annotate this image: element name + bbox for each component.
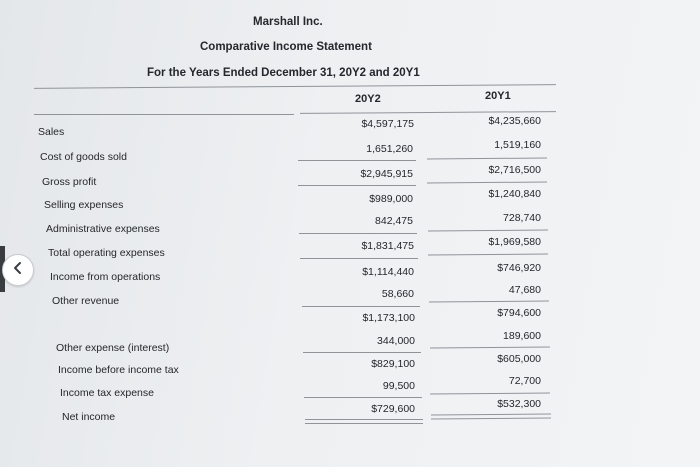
rule-20y1-other-expense xyxy=(430,346,550,348)
cell-20y2-other-expense: 344,000 xyxy=(377,335,415,347)
cell-20y2-income-ops: $1,114,440 xyxy=(362,266,414,278)
cell-20y1-income-ops: $746,920 xyxy=(497,262,541,274)
cell-20y2-cogs: 1,651,260 xyxy=(366,143,413,155)
row-label-selling-expenses: Selling expenses xyxy=(44,199,124,211)
cell-20y2-income-tax: 99,500 xyxy=(382,380,415,392)
rule-20y1-gross-profit xyxy=(427,181,547,183)
cell-20y1-total-opex: $1,969,580 xyxy=(488,236,541,248)
cell-20y2-sales: $4,597,175 xyxy=(361,118,414,130)
rule-20y2-income-tax xyxy=(304,397,422,398)
row-label-total-operating-expenses: Total operating expenses xyxy=(48,247,165,259)
cell-20y2-other-revenue: 58,660 xyxy=(381,288,414,300)
row-label-gross-profit: Gross profit xyxy=(42,176,97,188)
cell-20y1-gross-profit: $2,716,500 xyxy=(488,164,541,176)
rule-20y2-gross-profit xyxy=(298,185,416,186)
company-name: Marshall Inc. xyxy=(253,16,323,28)
rule-20y1-other-revenue xyxy=(429,300,549,302)
column-header-20y1: 20Y1 xyxy=(485,90,511,102)
row-label-income-tax-expense: Income tax expense xyxy=(60,387,154,399)
row-label-administrative-expenses: Administrative expenses xyxy=(46,223,160,235)
statement-title: Comparative Income Statement xyxy=(200,41,372,53)
back-button[interactable] xyxy=(2,254,34,286)
chevron-left-icon xyxy=(11,261,25,280)
rule-20y2-total-opex xyxy=(300,258,418,259)
cell-20y1-other-revenue: 47,680 xyxy=(508,284,541,296)
double-rule-20y2-net-income xyxy=(305,419,423,424)
cell-20y1-sales: $4,235,660 xyxy=(488,115,541,127)
cell-20y1-other-expense: 189,600 xyxy=(503,330,541,342)
rule-20y2-admin xyxy=(299,233,417,234)
double-rule-20y1-net-income xyxy=(431,413,551,419)
header-rule xyxy=(34,84,556,89)
rule-20y1-cogs xyxy=(427,157,547,159)
rule-20y1-total-opex xyxy=(428,253,548,255)
row-label-net-income: Net income xyxy=(62,411,116,423)
cell-20y1-net-income: $532,300 xyxy=(497,398,541,410)
cell-20y1-selling: $1,240,840 xyxy=(488,188,541,200)
rule-20y1-admin xyxy=(428,229,548,231)
cell-20y2-subtotal: $1,173,100 xyxy=(362,312,415,324)
rule-20y2-other-revenue xyxy=(302,306,420,307)
rule-20y1-income-tax xyxy=(430,392,550,394)
row-label-other-expense: Other expense (interest) xyxy=(56,342,170,354)
label-header-rule xyxy=(34,114,294,115)
cell-20y2-selling: $989,000 xyxy=(369,193,413,205)
cell-20y1-subtotal: $794,600 xyxy=(497,307,541,319)
row-label-sales: Sales xyxy=(38,126,65,138)
row-label-income-from-operations: Income from operations xyxy=(50,271,161,283)
column-header-20y2: 20Y2 xyxy=(355,93,381,105)
statement-period: For the Years Ended December 31, 20Y2 and 20Y1 xyxy=(147,67,420,79)
row-label-other-revenue: Other revenue xyxy=(52,295,120,307)
cell-20y2-total-opex: $1,831,475 xyxy=(361,240,414,252)
cell-20y1-income-tax: 72,700 xyxy=(508,375,541,387)
cell-20y1-admin: 728,740 xyxy=(503,212,541,224)
rule-20y2-cogs xyxy=(298,160,416,161)
cell-20y1-cogs: 1,519,160 xyxy=(494,139,541,151)
cell-20y1-income-before-tax: $605,000 xyxy=(497,353,541,365)
cell-20y2-net-income: $729,600 xyxy=(371,403,415,415)
rule-20y2-other-expense xyxy=(303,352,421,353)
cell-20y2-income-before-tax: $829,100 xyxy=(371,358,415,370)
row-label-cost-of-goods-sold: Cost of goods sold xyxy=(40,151,127,163)
cell-20y2-gross-profit: $2,945,915 xyxy=(360,168,413,180)
row-label-income-before-tax: Income before income tax xyxy=(58,364,179,376)
cell-20y2-admin: 842,475 xyxy=(375,215,413,227)
column-header-rule xyxy=(300,111,556,114)
